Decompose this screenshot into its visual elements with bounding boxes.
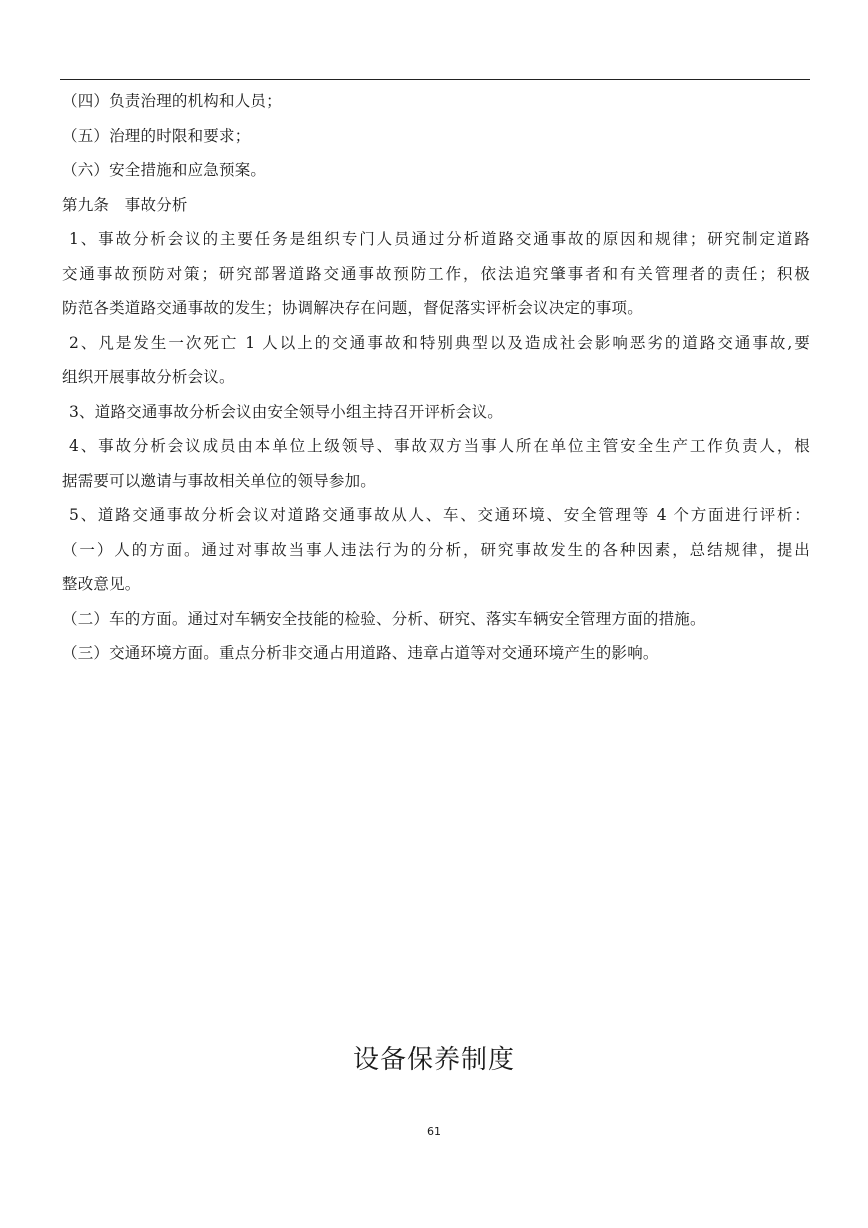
- item-four-line: （四）负责治理的机构和人员；: [62, 92, 282, 110]
- aspect-environment-line: （三）交通环境方面。重点分析非交通占用道路、违章占道等对交通环境产生的影响。: [62, 644, 659, 662]
- aspect-people-line-2: 整改意见。: [62, 575, 141, 593]
- point-3-line: 3、道路交通事故分析会议由安全领导小组主持召开评析会议。: [69, 402, 503, 421]
- article-nine-heading: 第九条 事故分析: [62, 195, 188, 214]
- point-1-line-2: 交通事故预防对策；研究部署道路交通事故预防工作，依法追究肇事者和有关管理者的责任；积极: [62, 264, 810, 283]
- point-4-line-2: 据需要可以邀请与事故相关单位的领导参加。: [62, 471, 377, 490]
- aspect-vehicle-line: （二）车的方面。通过对车辆安全技能的检验、分析、研究、落实车辆安全管理方面的措施。: [62, 609, 706, 628]
- aspect-people-line-1: （一）人的方面。通过对事故当事人违法行为的分析，研究事故发生的各种因素，总结规律，提出: [62, 540, 810, 559]
- document-body: [62, 84, 810, 671]
- section-title: 设备保养制度: [352, 1045, 515, 1075]
- item-five-line: （五）治理的时限和要求；: [62, 126, 251, 145]
- point-1-line-1: 1、事故分析会议的主要任务是组织专门人员通过分析道路交通事故的原因和规律；研究制定道路: [69, 230, 810, 248]
- header-rule: [60, 79, 810, 80]
- point-5-line: 5、道路交通事故分析会议对道路交通事故从人、车、交通环境、安全管理等 4 个方面进行评析：: [69, 506, 810, 524]
- point-1-line-3: 防范各类道路交通事故的发生；协调解决存在问题，督促落实评析会议决定的事项。: [62, 299, 643, 317]
- item-six-line: （六）安全措施和应急预案。: [62, 161, 267, 179]
- point-2-line-2: 组织开展事故分析会议。: [62, 368, 235, 386]
- point-4-line-1: 4、事故分析会议成员由本单位上级领导、事故双方当事人所在单位主管安全生产工作负责人，根: [69, 437, 810, 455]
- point-2-line-1: 2、凡是发生一次死亡 1 人以上的交通事故和特别典型以及造成社会影响恶劣的道路交通事故,要: [69, 333, 810, 352]
- page-number: 61: [427, 1125, 441, 1138]
